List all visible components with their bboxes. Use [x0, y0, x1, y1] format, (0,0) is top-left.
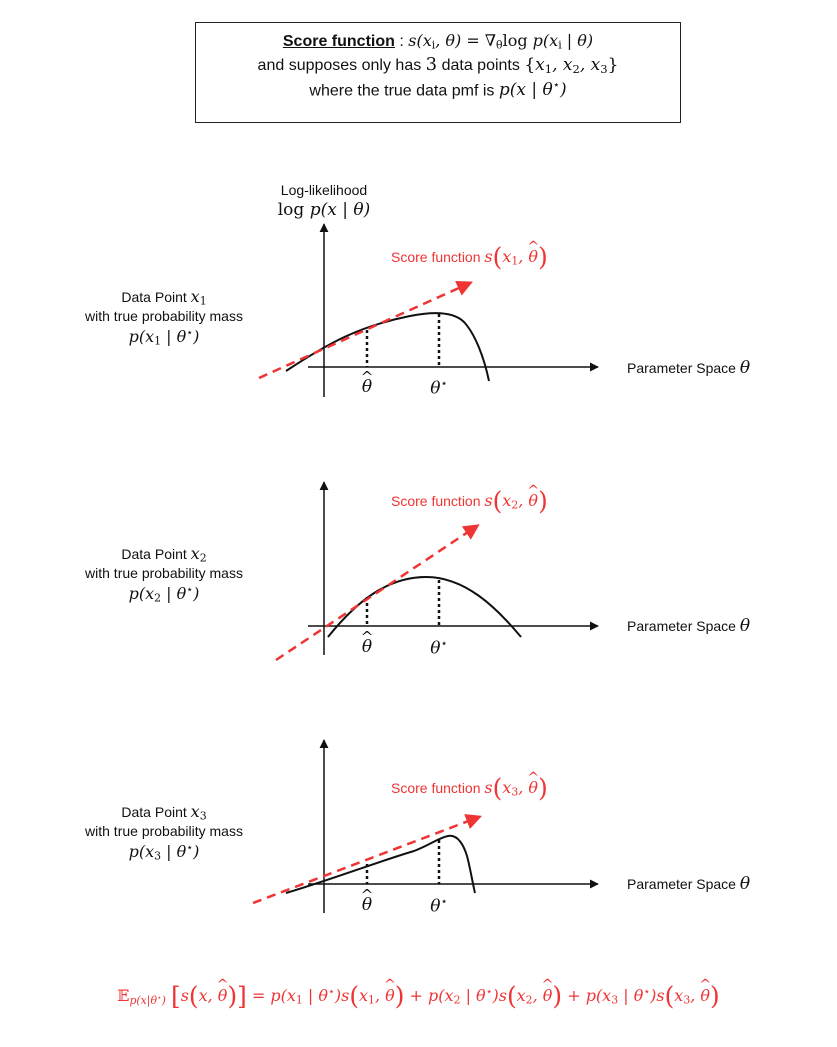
panel-2-point-label: [54, 544, 274, 605]
panel-2-mass-formula: $p(x_2$ | θ⋆): [128, 582, 200, 605]
panel-3-x-caption-symbol: θ: [739, 874, 751, 894]
panel-3-theta-hat-tick: [347, 895, 387, 915]
panel-1-theta-hat: θ ^: [362, 377, 372, 397]
panel-2-x-caption-text: Parameter Space: [627, 618, 736, 634]
header-line3-text: where the true data pmf is: [309, 82, 495, 100]
title-colon: :: [399, 33, 404, 50]
data-count: 3: [425, 54, 438, 76]
panel-3-var: x: [190, 802, 200, 821]
panel-3-point-variable: [191, 802, 207, 821]
panel-1-score-label: [391, 242, 548, 272]
panel-1-x-axis-caption: [627, 358, 750, 378]
panel-3-point-label: [54, 802, 274, 863]
panel-2-score-label: [391, 486, 548, 516]
panel-1-mass-formula: $p(x_1$ | θ⋆): [128, 325, 200, 348]
panel-1-point-title: Data Point: [121, 289, 187, 305]
y-axis-caption: [246, 182, 402, 221]
score-definition: $s(x_i$, $\theta) = \nabla_\theta\log$ $p(x_i$ | θ): [408, 31, 594, 52]
y-axis-caption-formula: log p(x | θ): [277, 199, 371, 220]
panel-2-score-text: Score function: [391, 493, 481, 509]
panel-2-score-formula: $s(x_2$, θ ^): [484, 491, 547, 510]
panel-1-point-variable: [191, 287, 207, 306]
panel-1-mass-text: with true probability mass: [85, 308, 243, 325]
panel-1-score-formula: $s(x_1$, θ ^): [484, 247, 547, 266]
panel-3-score-formula: $s(x_3$, θ ^): [484, 778, 547, 797]
panel-3-x-caption-text: Parameter Space: [627, 876, 736, 892]
panel-2-x-caption-symbol: θ: [739, 616, 751, 636]
panel-3-theta-hat: θ ^: [362, 895, 372, 915]
panel-2-index: 2: [199, 551, 207, 565]
panel-3-index: 3: [199, 809, 207, 823]
panel-3-score-text: Score function: [391, 780, 481, 796]
panel-3-mass-text: with true probability mass: [85, 823, 243, 840]
panel-1-x-caption-text: Parameter Space: [627, 360, 736, 376]
header-line2-rest: data points: [441, 57, 520, 75]
panel-2-point-title: Data Point: [121, 546, 187, 562]
panel-2-var: x: [190, 544, 200, 563]
panel-3-graph: [253, 740, 598, 913]
panel-2-point-variable: [191, 544, 207, 563]
panel-3-point-title: Data Point: [121, 804, 187, 820]
data-point-set: {$x_1$, $x_2$, $x_3$}: [524, 55, 619, 77]
panel-2-mass-text: with true probability mass: [85, 565, 243, 582]
header-line2-text: and supposes only has: [257, 57, 422, 75]
panel-2-theta-hat-tick: [347, 637, 387, 657]
panel-1-index: 1: [199, 294, 207, 308]
panel-1-point-label: [54, 287, 274, 348]
score-function-title: Score function: [282, 33, 395, 50]
true-pmf: p(x | θ⋆): [498, 77, 567, 101]
panel-2-theta-hat: θ ^: [362, 637, 372, 657]
panel-1-var: x: [190, 287, 200, 306]
panel-2-theta-star-tick: θ⋆: [430, 636, 448, 659]
panel-3-theta-star-tick: θ⋆: [430, 894, 448, 917]
panel-3-mass-formula: $p(x_3$ | θ⋆): [128, 840, 200, 863]
panel-3-score-label: [391, 773, 548, 803]
panel-2-x-axis-caption: [627, 616, 750, 636]
panel-1-log-likelihood-curve: [286, 313, 489, 381]
panel-1-score-text: Score function: [391, 249, 481, 265]
expectation-formula: 𝔼$_{p(x|\theta^⋆)}$ [s(x, θ ^)] = $p(x_1$ | $\theta^⋆)s(x_1$, θ ^) + $p(x_2$ | $\theta^⋆)s(x_2$, θ ^) + $p(x_3$ | $\theta^⋆)s(x_3$, θ ^): [0, 985, 837, 1007]
panel-1-theta-hat-tick: [347, 377, 387, 397]
panel-1-x-caption-symbol: θ: [739, 358, 751, 378]
y-axis-caption-text: Log-likelihood: [280, 182, 368, 198]
panel-1-theta-star-tick: θ⋆: [430, 376, 448, 399]
panel-3-x-axis-caption: [627, 874, 750, 894]
